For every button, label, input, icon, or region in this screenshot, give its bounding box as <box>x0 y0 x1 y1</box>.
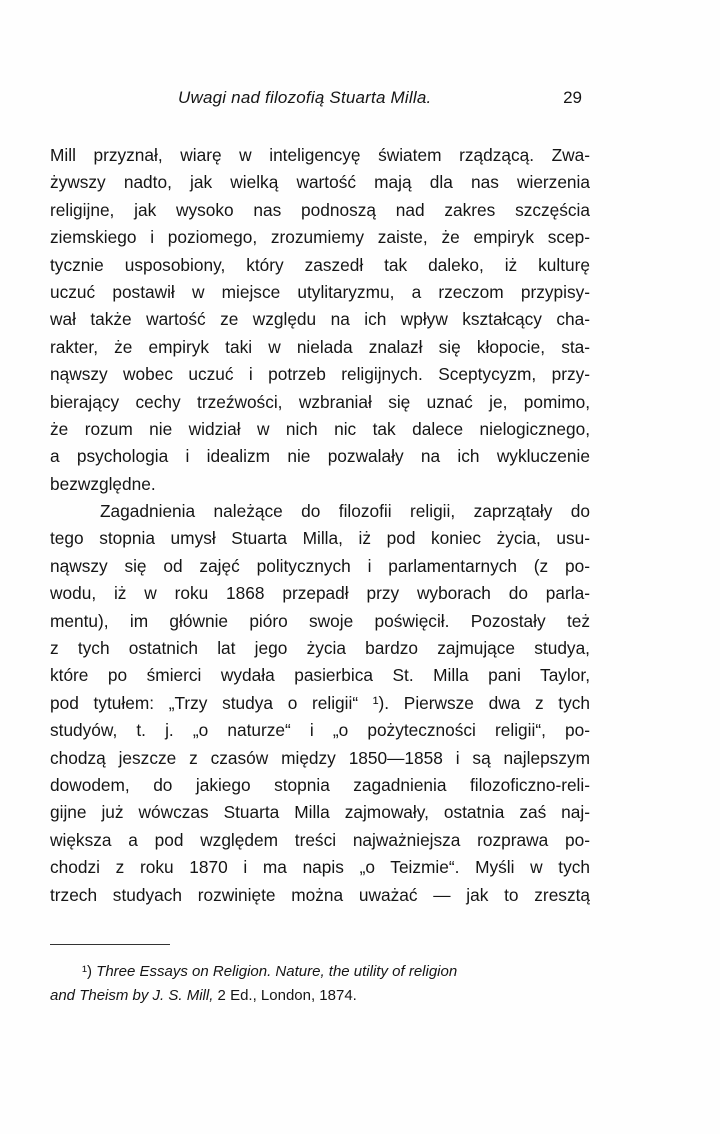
paragraph-2 <box>50 498 590 909</box>
text-line: rakter, że empiryk taki w nielada znalazł się kłopocie, sta- <box>50 336 590 357</box>
text-line: bezwzględne. <box>50 473 156 494</box>
footnote-marker: ¹) <box>82 963 92 980</box>
text-line: nąwszy wobec uczuć i potrzeb religijnych. Sceptycyzm, przy- <box>50 364 590 385</box>
running-title: Uwagi nad filozofią Stuarta Milla. <box>178 88 432 107</box>
footnote-line <box>50 984 590 1008</box>
text-line: studyów, t. j. „o naturze“ i „o pożyteczności religii“, po- <box>50 720 590 741</box>
text-line: religijne, jak wysoko nas podnoszą nad zakres szczęścia <box>50 199 590 220</box>
text-line: trzech studyach rozwinięte można uważać — jak to zresztą <box>50 884 590 905</box>
text-line: wodu, iż w roku 1868 przepadł przy wyborach do parla- <box>50 583 590 604</box>
text-line: dowodem, do jakiego stopnia zagadnienia filozoficzno-reli- <box>50 774 590 795</box>
text-line: chodzi z roku 1870 i ma napis „o Teizmie“. Myśli w tych <box>50 857 590 878</box>
text-line: które po śmierci wydała pasierbica St. Milla pani Taylor, <box>50 665 590 686</box>
text-line: tego stopnia umysł Stuarta Milla, iż pod koniec życia, usu- <box>50 528 590 549</box>
text-line: mentu), im głównie pióro swoje poświęcił. Pozostały też <box>50 610 590 631</box>
text-line: z tych ostatnich lat jego życia bardzo zajmujące studya, <box>50 638 590 659</box>
running-head <box>50 88 590 112</box>
text-line: ziemskiego i poziomego, zrozumiemy zaiste, że empiryk scep- <box>50 227 590 248</box>
footnote <box>50 960 590 1008</box>
footnote-title-cont: and Theism by J. S. Mill, <box>50 987 214 1004</box>
text-line: że rozum nie widział w nich nic tak dalece nielogicznego, <box>50 418 590 439</box>
page-number: 29 <box>563 88 582 107</box>
text-line: gijne już wówczas Stuarta Milla zajmowały, ostatnia zaś naj- <box>50 802 590 823</box>
text-line: Mill przyznał, wiarę w inteligencyę światem rządzącą. Zwa- <box>50 145 590 165</box>
body-text <box>50 142 590 909</box>
text-line: nąwszy się od zajęć politycznych i parlamentarnych (z po- <box>50 555 590 576</box>
text-line: żywszy nadto, jak wielką wartość mają dla nas wierzenia <box>50 172 590 193</box>
footnote-title: Three Essays on Religion. Nature, the utility of religion <box>96 963 458 980</box>
footnote-divider <box>50 944 170 945</box>
text-line: tycznie usposobiony, który zaszedł tak daleko, iż kulturę <box>50 254 590 275</box>
text-line: wał także wartość ze względu na ich wpływ kształcący cha- <box>50 309 590 330</box>
footnote-line <box>50 960 590 984</box>
text-line: pod tytułem: „Trzy studya o religii“ ¹). Pierwsze dwa z tych <box>50 692 590 713</box>
text-line: chodzą jeszcze z czasów między 1850—1858 i są najlepszym <box>50 747 590 768</box>
text-line: Zagadnienia należące do filozofii religii, zaprzątały do <box>100 501 590 522</box>
text-line: uczuć postawił w miejsce utylitaryzmu, a rzeczom przypisy- <box>50 281 590 302</box>
paragraph-1 <box>50 142 590 498</box>
text-line: większa a pod względem treści najważniejsza rozprawa po- <box>50 829 590 850</box>
text-line: bierający cechy trzeźwości, wzbraniał się uznać je, pomimo, <box>50 391 590 412</box>
text-line: a psychologia i idealizm nie pozwalały na ich wykluczenie <box>50 446 590 467</box>
footnote-edition: 2 Ed., London, 1874. <box>213 987 357 1004</box>
